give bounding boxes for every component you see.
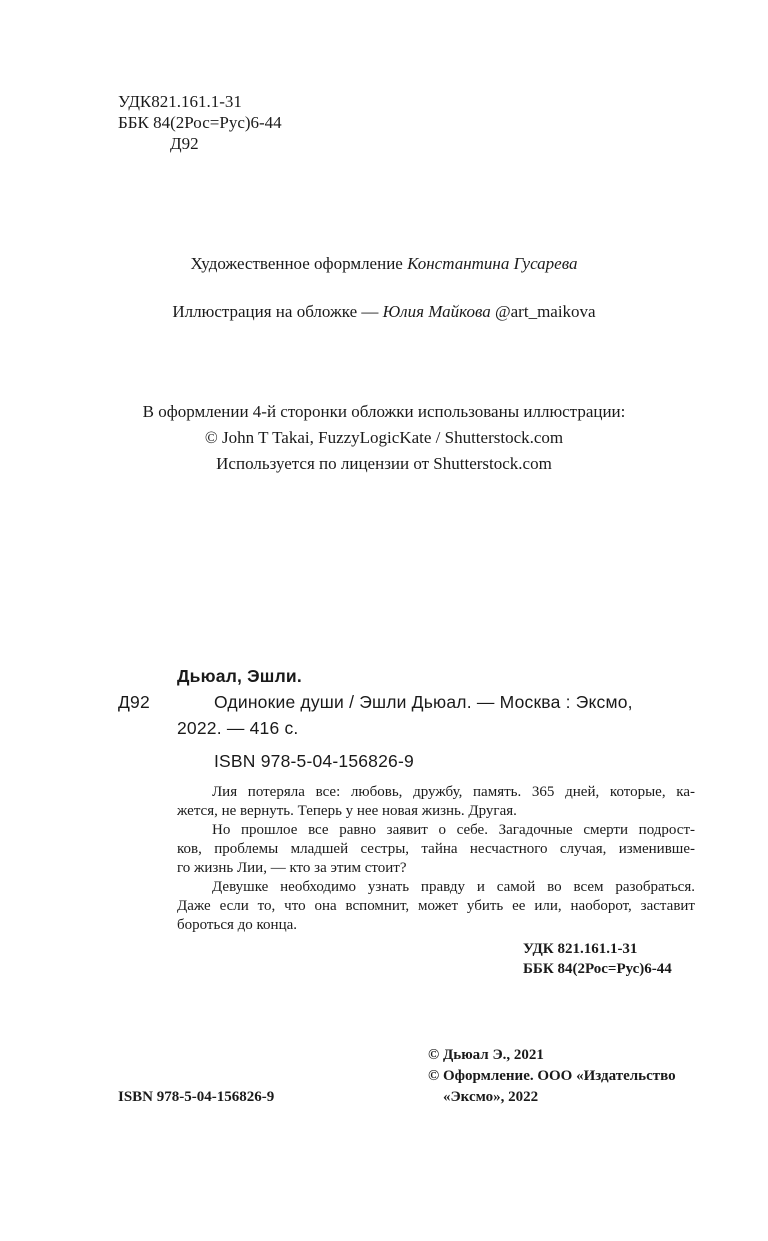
illustration-credit bbox=[0, 301, 768, 323]
annotation-p1-line-1: Лия потеряла все: любовь, дружбу, память. 365 дней, которые, ка- bbox=[212, 784, 695, 800]
bbk-code: ББК 84(2Рос=Рус)6-44 bbox=[118, 113, 282, 132]
illustration-name: Юлия Майкова bbox=[382, 302, 491, 321]
catalog-title-line-1: Одинокие души / Эшли Дьюал. — Москва : Эксмо, bbox=[214, 692, 633, 712]
back-cover-line-2: © John T Takai, FuzzyLogicKate / Shutterstock.com bbox=[204, 428, 564, 447]
catalog-title-line-2: 2022. — 416 с. bbox=[177, 718, 299, 738]
copyright-author: © Дьюал Э., 2021 bbox=[428, 1047, 544, 1063]
annotation-p3-line-3: бороться до конца. bbox=[177, 917, 298, 933]
catalog-code: Д92 bbox=[118, 692, 150, 712]
author-mark: Д92 bbox=[170, 134, 199, 153]
footer-isbn: ISBN 978-5-04-156826-9 bbox=[118, 1089, 275, 1105]
back-cover-line-3: Используется по лицензии от Shutterstock.com bbox=[216, 454, 552, 473]
catalog-author: Дьюал, Эшли. bbox=[177, 666, 302, 686]
design-label: Художественное оформление bbox=[190, 254, 403, 273]
classification-udk: УДК 821.161.1-31 bbox=[523, 941, 638, 957]
annotation-p2-line-1: Но прошлое все равно заявит о себе. Загадочные смерти подрост- bbox=[212, 822, 695, 838]
copyright-design-line-1: © Оформление. ООО «Издательство bbox=[428, 1068, 676, 1084]
design-credit bbox=[0, 253, 768, 275]
annotation-p2-line-3: го жизнь Лии, — кто за этим стоит? bbox=[177, 860, 407, 876]
back-cover-line-1: В оформлении 4-й сторонки обложки использованы иллюстрации: bbox=[142, 402, 626, 421]
catalog-isbn: ISBN 978-5-04-156826-9 bbox=[214, 751, 414, 771]
annotation-p3-line-1: Девушке необходимо узнать правду и самой во всем разобраться. bbox=[212, 879, 695, 895]
udk-code: УДК821.161.1-31 bbox=[118, 92, 242, 111]
annotation-p1-line-2: жется, не вернуть. Теперь у нее новая жизнь. Другая. bbox=[177, 803, 517, 819]
illustration-handle: @art_maikova bbox=[494, 302, 596, 321]
annotation-p3-line-2: Даже если то, что она вспомнит, может убить ее или, наоборот, заставит bbox=[177, 898, 695, 914]
classification-bbk: ББК 84(2Рос=Рус)6-44 bbox=[523, 961, 672, 977]
annotation bbox=[177, 783, 695, 935]
copyright-design-line-2: «Эксмо», 2022 bbox=[443, 1089, 539, 1105]
illustration-label: Иллюстрация на обложке — bbox=[172, 302, 379, 321]
annotation-p2-line-2: ков, проблемы младшей сестры, тайна несчастного случая, изменивше- bbox=[177, 841, 695, 857]
design-name: Константина Гусарева bbox=[407, 254, 578, 273]
